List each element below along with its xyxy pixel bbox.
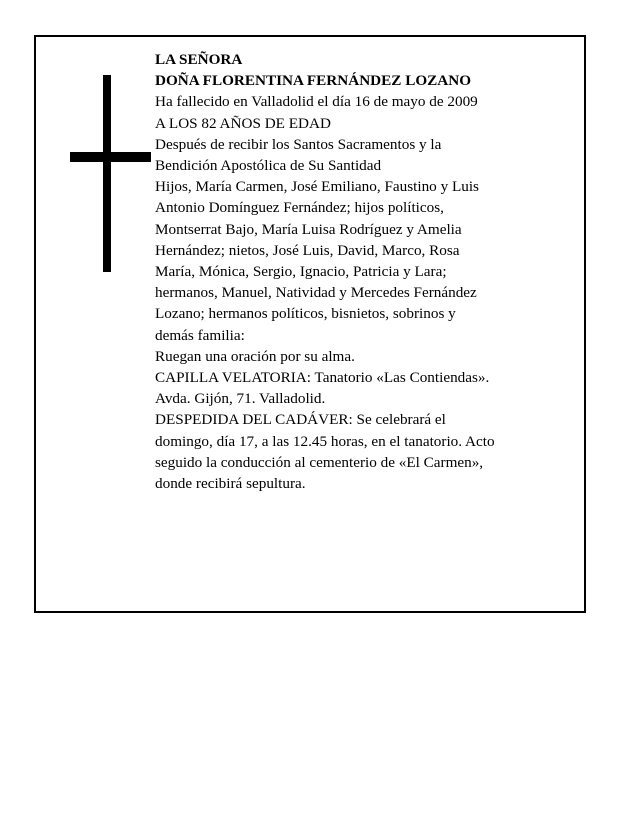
notice-line-family-4: Hernández; nietos, José Luis, David, Marco, Rosa <box>155 241 460 259</box>
notice-line-family-1: Hijos, María Carmen, José Emiliano, Faustino y Luis <box>155 178 479 196</box>
notice-line-family-7: Lozano; hermanos políticos, bisnietos, sobrinos y <box>155 305 456 323</box>
notice-line-burial: donde recibirá sepultura. <box>155 475 306 493</box>
notice-line-family-3: Montserrat Bajo, María Luisa Rodríguez y Amelia <box>155 220 462 238</box>
notice-line-family-8: demás familia: <box>155 326 245 344</box>
notice-line-family-6: hermanos, Manuel, Natividad y Mercedes Fernández <box>155 284 477 302</box>
notice-line-salutation: LA SEÑORA <box>155 51 243 68</box>
notice-line-farewell-heading: DESPEDIDA DEL CADÁVER: Se celebrará el <box>155 411 446 429</box>
notice-line-chapel-venue: CAPILLA VELATORIA: Tanatorio «Las Contiendas». <box>155 369 490 387</box>
notice-line-death-info: Ha fallecido en Valladolid el día 16 de mayo de 2009 <box>155 93 478 111</box>
notice-line-cemetery: seguido la conducción al cementerio de «El Carmen», <box>155 453 484 471</box>
notice-line-age: A LOS 82 AÑOS DE EDAD <box>155 114 331 132</box>
notice-line-deceased-name: DOÑA FLORENTINA FERNÁNDEZ LOZANO <box>155 72 472 90</box>
notice-line-sacraments-2: Bendición Apostólica de Su Santidad <box>155 157 382 175</box>
cross-horizontal-bar <box>70 152 151 162</box>
cross-vertical-bar <box>103 75 111 272</box>
notice-line-chapel-address: Avda. Gijón, 71. Valladolid. <box>155 390 326 408</box>
notice-line-sacraments-1: Después de recibir los Santos Sacramentos y la <box>155 135 442 153</box>
notice-line-prayer-request: Ruegan una oración por su alma. <box>155 347 355 365</box>
latin-cross-icon <box>53 75 153 275</box>
notice-line-farewell-time: domingo, día 17, a las 12.45 horas, en el tanatorio. Acto <box>155 432 495 450</box>
obituary-text-block <box>155 49 574 494</box>
notice-line-family-5: María, Mónica, Sergio, Ignacio, Patricia y Lara; <box>155 263 447 281</box>
notice-line-family-2: Antonio Domínguez Fernández; hijos políticos, <box>155 199 444 217</box>
obituary-notice-frame <box>34 35 586 613</box>
